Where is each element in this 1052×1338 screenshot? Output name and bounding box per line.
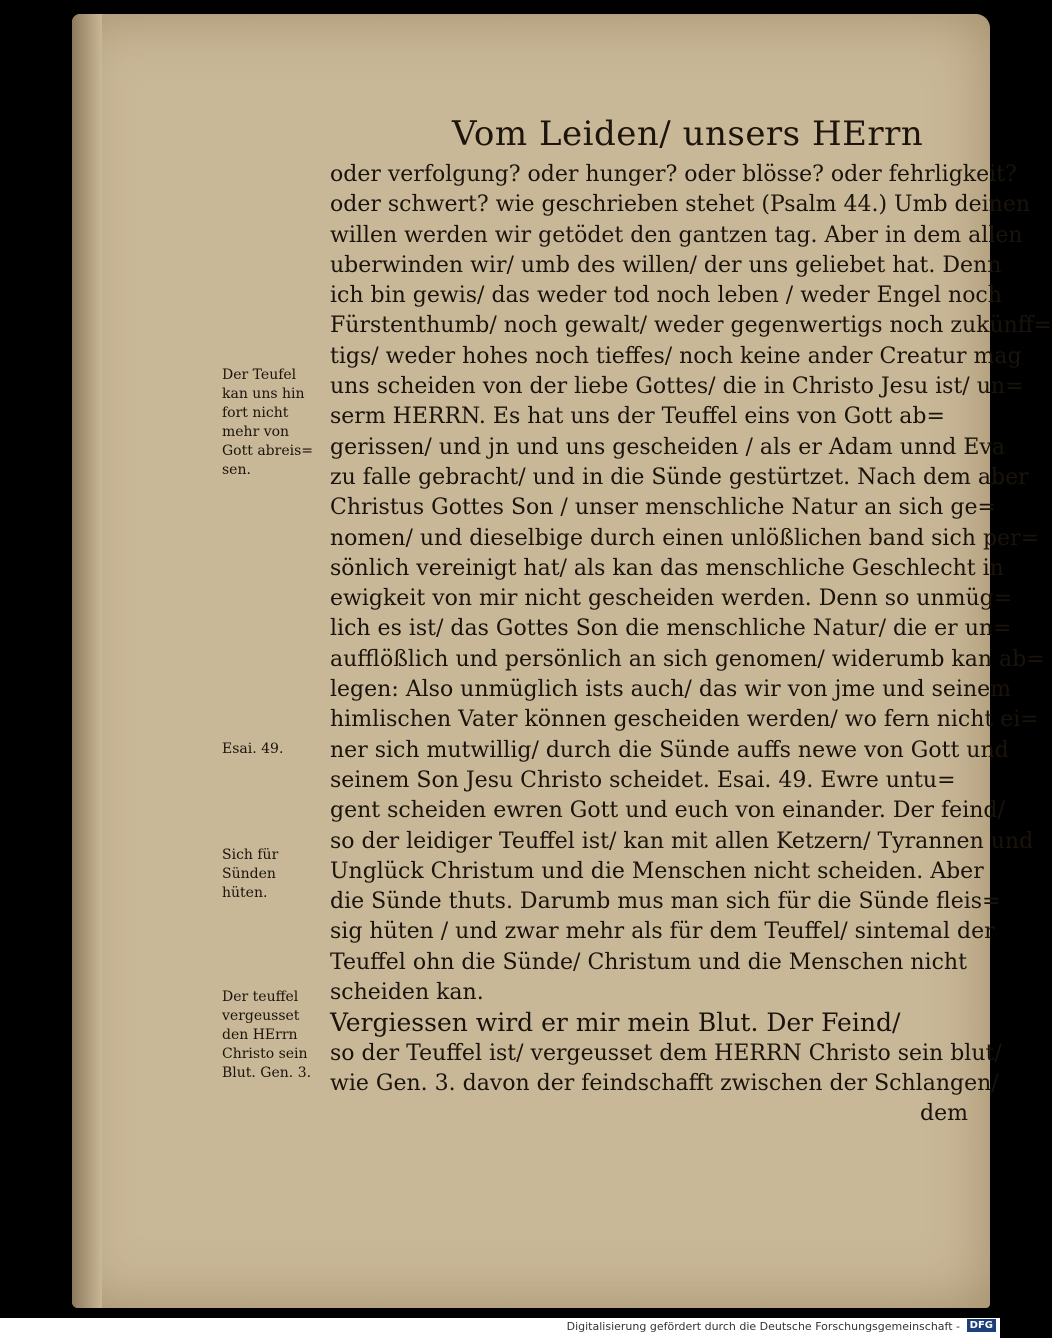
text-line: ich bin gewis/ das weder tod noch leben / weder Engel noch: [330, 283, 1002, 309]
text-line: serm HERRN. Es hat uns der Teuffel eins von Gott ab=: [330, 404, 945, 430]
text-line: legen: Also unmüglich ists auch/ das wir von jme und seinem: [330, 677, 1012, 703]
text-line: sönlich vereinigt hat/ als kan das menschliche Geschlecht in: [330, 555, 1004, 581]
text-line: tigs/ weder hohes noch tieffes/ noch keine ander Creatur mag: [330, 343, 1022, 369]
book-page: [72, 14, 1052, 1308]
text-line: Fürstenthumb/ noch gewalt/ weder gegenwertigs noch zukünff=: [330, 313, 1052, 339]
text-line: so der leidiger Teuffel ist/ kan mit allen Ketzern/ Tyrannen und: [330, 828, 1034, 854]
body-text: [330, 160, 1052, 1130]
text-line: seinem Son Jesu Christo scheidet. Esai. 49. Ewre untu=: [330, 767, 956, 793]
running-header: Vom Leiden/ unsers HErrn: [452, 114, 924, 154]
text-line: Unglück Christum und die Menschen nicht scheiden. Aber: [330, 858, 984, 884]
margin-note: Sich für Sünden hüten.: [222, 847, 279, 901]
margin-note: Der teuffel vergeusset den HErrn Christo sein Blut. Gen. 3.: [222, 989, 312, 1081]
text-line: oder verfolgung? oder hunger? oder blösse? oder fehrligkeit?: [330, 162, 1017, 187]
page-edge: [72, 14, 102, 1308]
catchword: dem: [920, 1101, 968, 1127]
text-line: ewigkeit von mir nicht gescheiden werden. Denn so unmüg=: [330, 586, 1013, 612]
text-line: uberwinden wir/ umb des willen/ der uns geliebet hat. Denn: [330, 252, 1002, 278]
text-line: gerissen/ und jn und uns gescheiden / als er Adam unnd Eva: [330, 434, 1005, 460]
text-line: Christus Gottes Son / unser menschliche Natur an sich ge=: [330, 495, 996, 521]
text-line: gent scheiden ewren Gott und euch von einander. Der feind/: [330, 798, 1005, 824]
text-line: Teuffel ohn die Sünde/ Christum und die Menschen nicht: [330, 949, 967, 975]
footer-credit: Digitalisierung gefördert durch die Deutsche Forschungsgemeinschaft -: [566, 1320, 960, 1333]
text-line: himlischen Vater können gescheiden werden/ wo fern nicht ei=: [330, 707, 1039, 733]
text-line: die Sünde thuts. Darumb mus man sich für die Sünde fleis=: [330, 889, 1001, 915]
text-line: nomen/ und dieselbige durch einen unlößlichen band sich per=: [330, 525, 1040, 551]
text-line: zu falle gebracht/ und in die Sünde gestürtzet. Nach dem aber: [330, 464, 1029, 490]
footer-bar: [0, 1318, 1000, 1338]
margin-note: Esai. 49.: [222, 741, 284, 757]
text-line: sig hüten / und zwar mehr als für dem Teuffel/ sintemal der: [330, 919, 995, 945]
text-line: aufflößlich und persönlich an sich genomen/ widerumb kan ab=: [330, 646, 1045, 672]
text-line: ner sich mutwillig/ durch die Sünde auffs newe von Gott und: [330, 737, 1009, 763]
section-heading-line: Vergiessen wird er mir mein Blut. Der Feind/: [330, 1008, 901, 1038]
text-line: uns scheiden von der liebe Gottes/ die in Christo Jesu ist/ un=: [330, 374, 1024, 400]
text-line: lich es ist/ das Gottes Son die menschliche Natur/ die er un=: [330, 616, 1012, 642]
text-line: wie Gen. 3. davon der feindschafft zwischen der Schlangen/: [330, 1070, 999, 1096]
dfg-logo: DFG: [967, 1319, 996, 1332]
text-line: so der Teuffel ist/ vergeusset dem HERRN Christo sein blut/: [330, 1040, 1002, 1066]
margin-note: Der Teufel kan uns hin fort nicht mehr von Gott abreis= sen.: [222, 367, 313, 478]
text-line: willen werden wir getödet den gantzen tag. Aber in dem allen: [330, 222, 1023, 248]
text-line: oder schwert? wie geschrieben stehet (Psalm 44.) Umb deinen: [330, 192, 1031, 218]
text-line: scheiden kan.: [330, 980, 484, 1006]
